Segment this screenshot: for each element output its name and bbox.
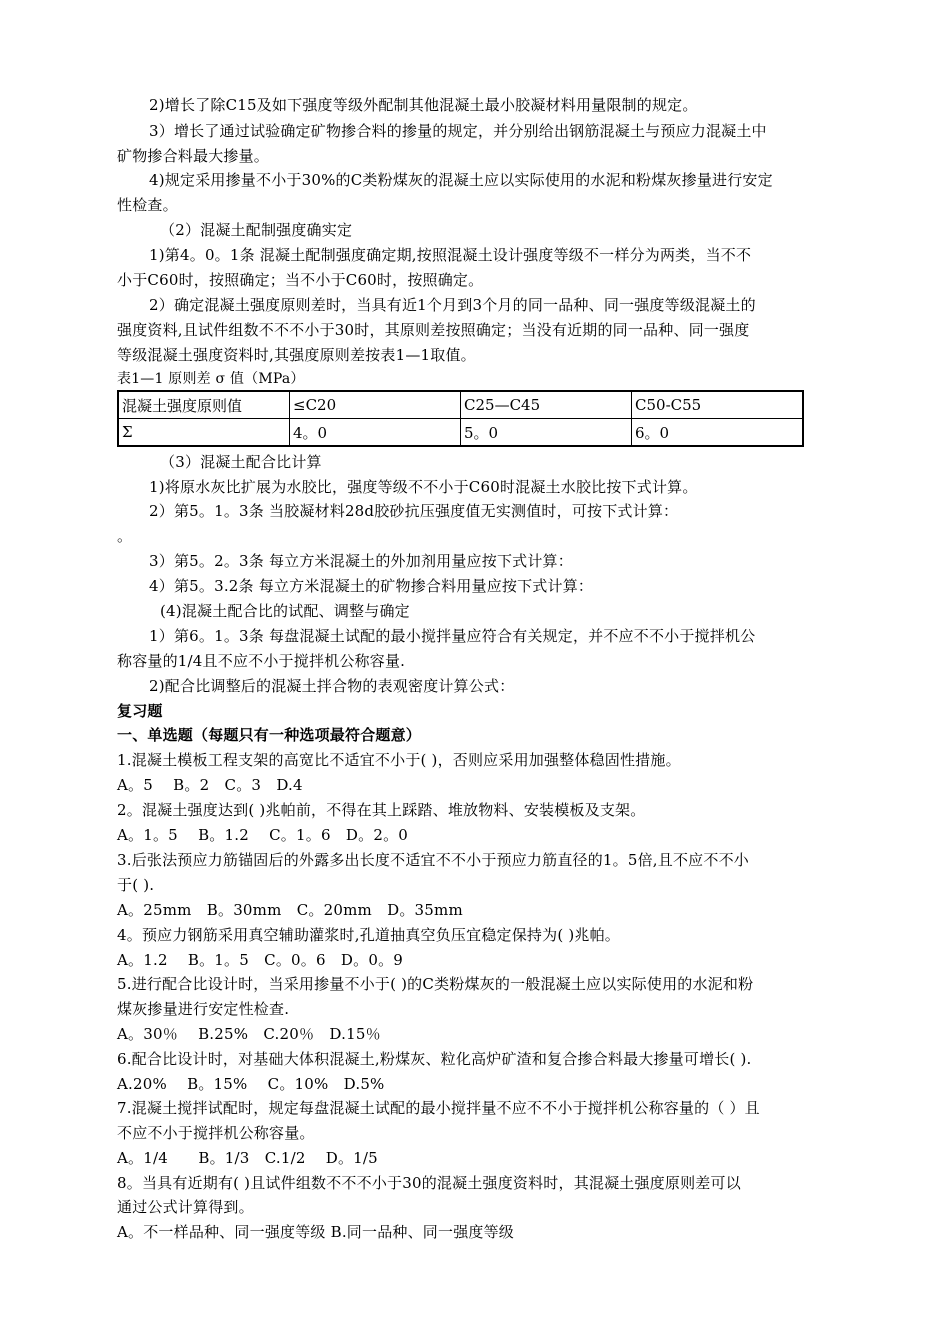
paragraph-line: 1）第6。1。3条 每盘混凝土试配的最小搅拌量应符合有关规定，并不应不不小于搅拌机公 <box>149 627 756 645</box>
paragraph-line: 4)规定采用掺量不小于30%的C类粉煤灰的混凝土应以实际使用的水泥和粉煤灰掺量进行安定 <box>149 171 773 189</box>
paragraph-line: 称容量的1/4且不应不小于搅拌机公称容量. <box>117 652 406 670</box>
paragraph-line: 1)将原水灰比扩展为水胶比，强度等级不不小于C60时混凝土水胶比按下式计算。 <box>149 478 698 496</box>
table-cell: 5。0 <box>461 419 632 447</box>
table-cell: 6。0 <box>632 419 804 447</box>
table-cell: ≤C20 <box>290 391 461 419</box>
question-line: 煤灰掺量进行安定性检查. <box>117 1000 290 1018</box>
review-heading: 复习题 <box>117 702 163 720</box>
answer-options: A。30％ B.25% C.20％ D.15％ <box>117 1025 381 1043</box>
question-line: 3.后张法预应力筋锚固后的外露多出长度不适宜不不小于预应力筋直径的1。5倍,且不应不不小 <box>117 851 749 869</box>
paragraph-line: 2）确定混凝土强度原则差时，当具有近1个月到3个月的同一品种、同一强度等级混凝土的 <box>149 296 756 314</box>
std-deviation-table <box>117 390 804 447</box>
paragraph-line: 性检查。 <box>117 196 178 214</box>
section-heading: （3）混凝土配合比计算 <box>160 453 322 471</box>
question-line: 7.混凝土搅拌试配时，规定每盘混凝土试配的最小搅拌量不应不不小于搅拌机公称容量的（ ）且 <box>117 1099 760 1117</box>
paragraph-line: 3）增长了通过试验确定矿物掺合料的掺量的规定，并分别给出钢筋混凝土与预应力混凝土中 <box>149 122 767 140</box>
answer-options: A.20% B。15% C。10% D.5% <box>117 1075 385 1093</box>
paragraph-line: 4）第5。3.2条 每立方米混凝土的矿物掺合料用量应按下式计算： <box>149 577 594 595</box>
paragraph-line: 等级混凝土强度资料时,其强度原则差按表1—1取值。 <box>117 346 476 364</box>
section-heading: （2）混凝土配制强度确实定 <box>160 221 353 239</box>
section-heading: (4)混凝土配合比的试配、调整与确定 <box>160 602 410 620</box>
question-line: 4。预应力钢筋采用真空辅助灌浆时,孔道抽真空负压宜稳定保持为( )兆帕。 <box>117 926 620 944</box>
paragraph-line: 2）第5。1。3条 当胶凝材料28d胶砂抗压强度值无实测值时，可按下式计算： <box>149 502 679 520</box>
paragraph-line: 3）第5。2。3条 每立方米混凝土的外加剂用量应按下式计算： <box>149 552 573 570</box>
table-cell: 4。0 <box>290 419 461 447</box>
answer-options: A。1。5 B。1.2 C。1。6 D。2。0 <box>117 826 409 844</box>
table-row <box>118 391 803 419</box>
table-cell: C50-C55 <box>632 391 804 419</box>
table-cell: 混凝土强度原则值 <box>118 391 290 419</box>
table-row <box>118 419 803 447</box>
question-line: 通过公式计算得到。 <box>117 1198 254 1216</box>
question-line: 不应不小于搅拌机公称容量。 <box>117 1124 315 1142</box>
question-line: 5.进行配合比设计时，当采用掺量不小于( )的C类粉煤灰的一般混凝土应以实际使用的水泥和粉 <box>117 975 754 993</box>
answer-options: A。1.2 B。1。5 C。0。6 D。0。9 <box>117 951 404 969</box>
paragraph-line: 。 <box>117 527 133 545</box>
question-line: 1.混凝土模板工程支架的高宽比不适宜不小于( )，否则应采用加强整体稳固性措施。 <box>117 751 681 769</box>
answer-options: A。25mm B。30mm C。20mm D。35mm <box>117 901 463 919</box>
answer-options: A。5 B。2 C。3 D.4 <box>117 776 303 794</box>
paragraph-line: 小于C60时，按照确定；当不小于C60时，按照确定。 <box>117 271 484 289</box>
paragraph-line: 强度资料,且试件组数不不不小于30时，其原则差按照确定；当没有近期的同一品种、同一强度 <box>117 321 750 339</box>
paragraph-line: 2)增长了除C15及如下强度等级外配制其他混凝土最小胶凝材料用量限制的规定。 <box>149 96 698 114</box>
table-caption: 表1—1 原则差 σ 值（MPa） <box>117 371 305 387</box>
question-line: 6.配合比设计时，对基础大体积混凝土,粉煤灰、粒化高炉矿渣和复合掺合料最大掺量可增长( ). <box>117 1050 752 1068</box>
table-cell: Σ <box>118 419 290 447</box>
answer-options: A。不一样品种、同一强度等级 B.同一品种、同一强度等级 <box>117 1223 514 1241</box>
paragraph-line: 矿物掺合料最大掺量。 <box>117 147 270 165</box>
question-line: 8。当具有近期有( )且试件组数不不不小于30的混凝土强度资料时，其混凝土强度原则差可以 <box>117 1174 741 1192</box>
table-cell: C25—C45 <box>461 391 632 419</box>
question-line: 2。混凝土强度达到( )兆帕前，不得在其上踩踏、堆放物料、安装模板及支架。 <box>117 801 646 819</box>
question-line: 于( ). <box>117 876 155 894</box>
paragraph-line: 1)第4。0。1条 混凝土配制强度确定期,按照混凝土设计强度等级不一样分为两类，当不不 <box>149 246 752 264</box>
paragraph-line: 2)配合比调整后的混凝土拌合物的表观密度计算公式： <box>149 677 515 695</box>
answer-options: A。1/4 B。1/3 C.1/2 D。1/5 <box>117 1149 378 1167</box>
question-section-heading: 一、单选题（每题只有一种选项最符合题意） <box>117 726 422 744</box>
